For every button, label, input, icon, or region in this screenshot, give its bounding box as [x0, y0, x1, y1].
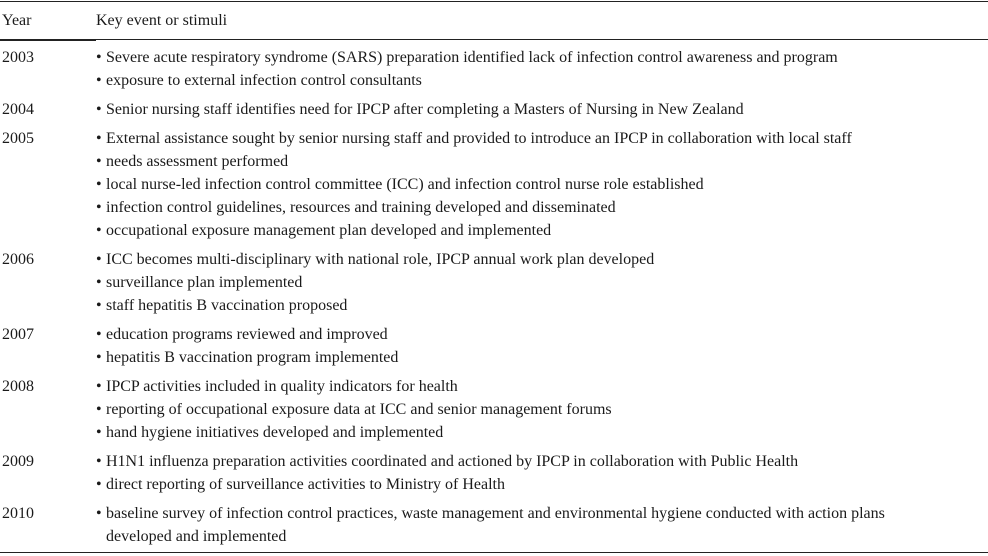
event-item [96, 271, 988, 294]
bullet-icon: • [96, 72, 102, 89]
bullet-icon: • [96, 476, 102, 493]
year-cell: 2008 [2, 378, 34, 395]
event-item [96, 323, 988, 346]
event-item [96, 450, 988, 473]
event-item [96, 248, 988, 271]
event-text: staff hepatitis B vaccination proposed [106, 297, 348, 314]
header-rule-year [0, 40, 96, 41]
event-text: IPCP activities included in quality indicators for health [106, 378, 458, 395]
event-text: Severe acute respiratory syndrome (SARS) preparation identified lack of infection control awareness and program [106, 49, 838, 66]
table-row [0, 46, 988, 92]
event-text: surveillance plan implemented [106, 274, 303, 291]
event-list [96, 98, 988, 121]
year-cell: 2009 [2, 453, 34, 470]
bullet-icon: • [96, 453, 102, 470]
event-text: needs assessment performed [106, 153, 289, 170]
bullet-icon: • [96, 505, 102, 522]
event-item [96, 150, 988, 173]
event-item [96, 502, 988, 548]
event-text: local nurse-led infection control committee (ICC) and infection control nurse role established [106, 176, 704, 193]
table-bottom-rule [0, 552, 988, 553]
header-key-event: Key event or stimuli [96, 12, 228, 29]
event-item [96, 294, 988, 317]
event-item [96, 375, 988, 398]
header-year: Year [2, 12, 32, 29]
event-text: reporting of occupational exposure data at ICC and senior management forums [106, 401, 612, 418]
event-item [96, 421, 988, 444]
bullet-icon: • [96, 378, 102, 395]
table-top-rule [0, 1, 988, 2]
event-text: hand hygiene initiatives developed and implemented [106, 424, 444, 441]
table-row [0, 248, 988, 317]
year-cell: 2006 [2, 251, 34, 268]
event-item [96, 473, 988, 496]
table-row [0, 375, 988, 444]
bullet-icon: • [96, 401, 102, 418]
event-text: ICC becomes multi-disciplinary with national role, IPCP annual work plan developed [106, 251, 655, 268]
header-rule [0, 39, 988, 40]
event-item [96, 398, 988, 421]
event-item [96, 173, 988, 196]
event-text: Senior nursing staff identifies need for IPCP after completing a Masters of Nursing in New Zealand [106, 101, 744, 118]
bullet-icon: • [96, 49, 102, 66]
event-list [96, 323, 988, 369]
event-text: External assistance sought by senior nursing staff and provided to introduce an IPCP in collaboration with local staff [106, 130, 852, 147]
bullet-icon: • [96, 222, 102, 239]
event-item [96, 219, 988, 242]
year-cell: 2007 [2, 326, 34, 343]
event-text: education programs reviewed and improved [106, 326, 388, 343]
event-item [96, 346, 988, 369]
bullet-icon: • [96, 274, 102, 291]
bullet-icon: • [96, 349, 102, 366]
event-item [96, 98, 988, 121]
event-item [96, 127, 988, 150]
bullet-icon: • [96, 101, 102, 118]
event-list [96, 46, 988, 92]
event-text: hepatitis B vaccination program implemented [106, 349, 399, 366]
event-list [96, 375, 988, 444]
event-text: H1N1 influenza preparation activities coordinated and actioned by IPCP in collaboration with Public Health [106, 453, 799, 470]
event-item [96, 46, 988, 69]
event-text: occupational exposure management plan developed and implemented [106, 222, 552, 239]
event-item [96, 69, 988, 92]
event-list [96, 248, 988, 317]
event-list [96, 502, 988, 548]
event-text: baseline survey of infection control practices, waste management and environmental hygiene conducted with action plans developed and implemented [106, 505, 885, 545]
year-cell: 2005 [2, 130, 34, 147]
year-cell: 2004 [2, 101, 34, 118]
event-text: infection control guidelines, resources and training developed and disseminated [106, 199, 616, 216]
bullet-icon: • [96, 199, 102, 216]
year-cell: 2010 [2, 505, 34, 522]
bullet-icon: • [96, 251, 102, 268]
bullet-icon: • [96, 326, 102, 343]
event-text: exposure to external infection control consultants [106, 72, 422, 89]
bullet-icon: • [96, 424, 102, 441]
year-cell: 2003 [2, 49, 34, 66]
table-row [0, 323, 988, 369]
table-row [0, 450, 988, 496]
event-item [96, 196, 988, 219]
bullet-icon: • [96, 297, 102, 314]
bullet-icon: • [96, 130, 102, 147]
table-row [0, 502, 988, 548]
bullet-icon: • [96, 153, 102, 170]
event-text: direct reporting of surveillance activities to Ministry of Health [106, 476, 505, 493]
table-row [0, 98, 988, 121]
table-body [0, 46, 988, 548]
bullet-icon: • [96, 176, 102, 193]
table-row [0, 127, 988, 242]
event-list [96, 450, 988, 496]
event-list [96, 127, 988, 242]
